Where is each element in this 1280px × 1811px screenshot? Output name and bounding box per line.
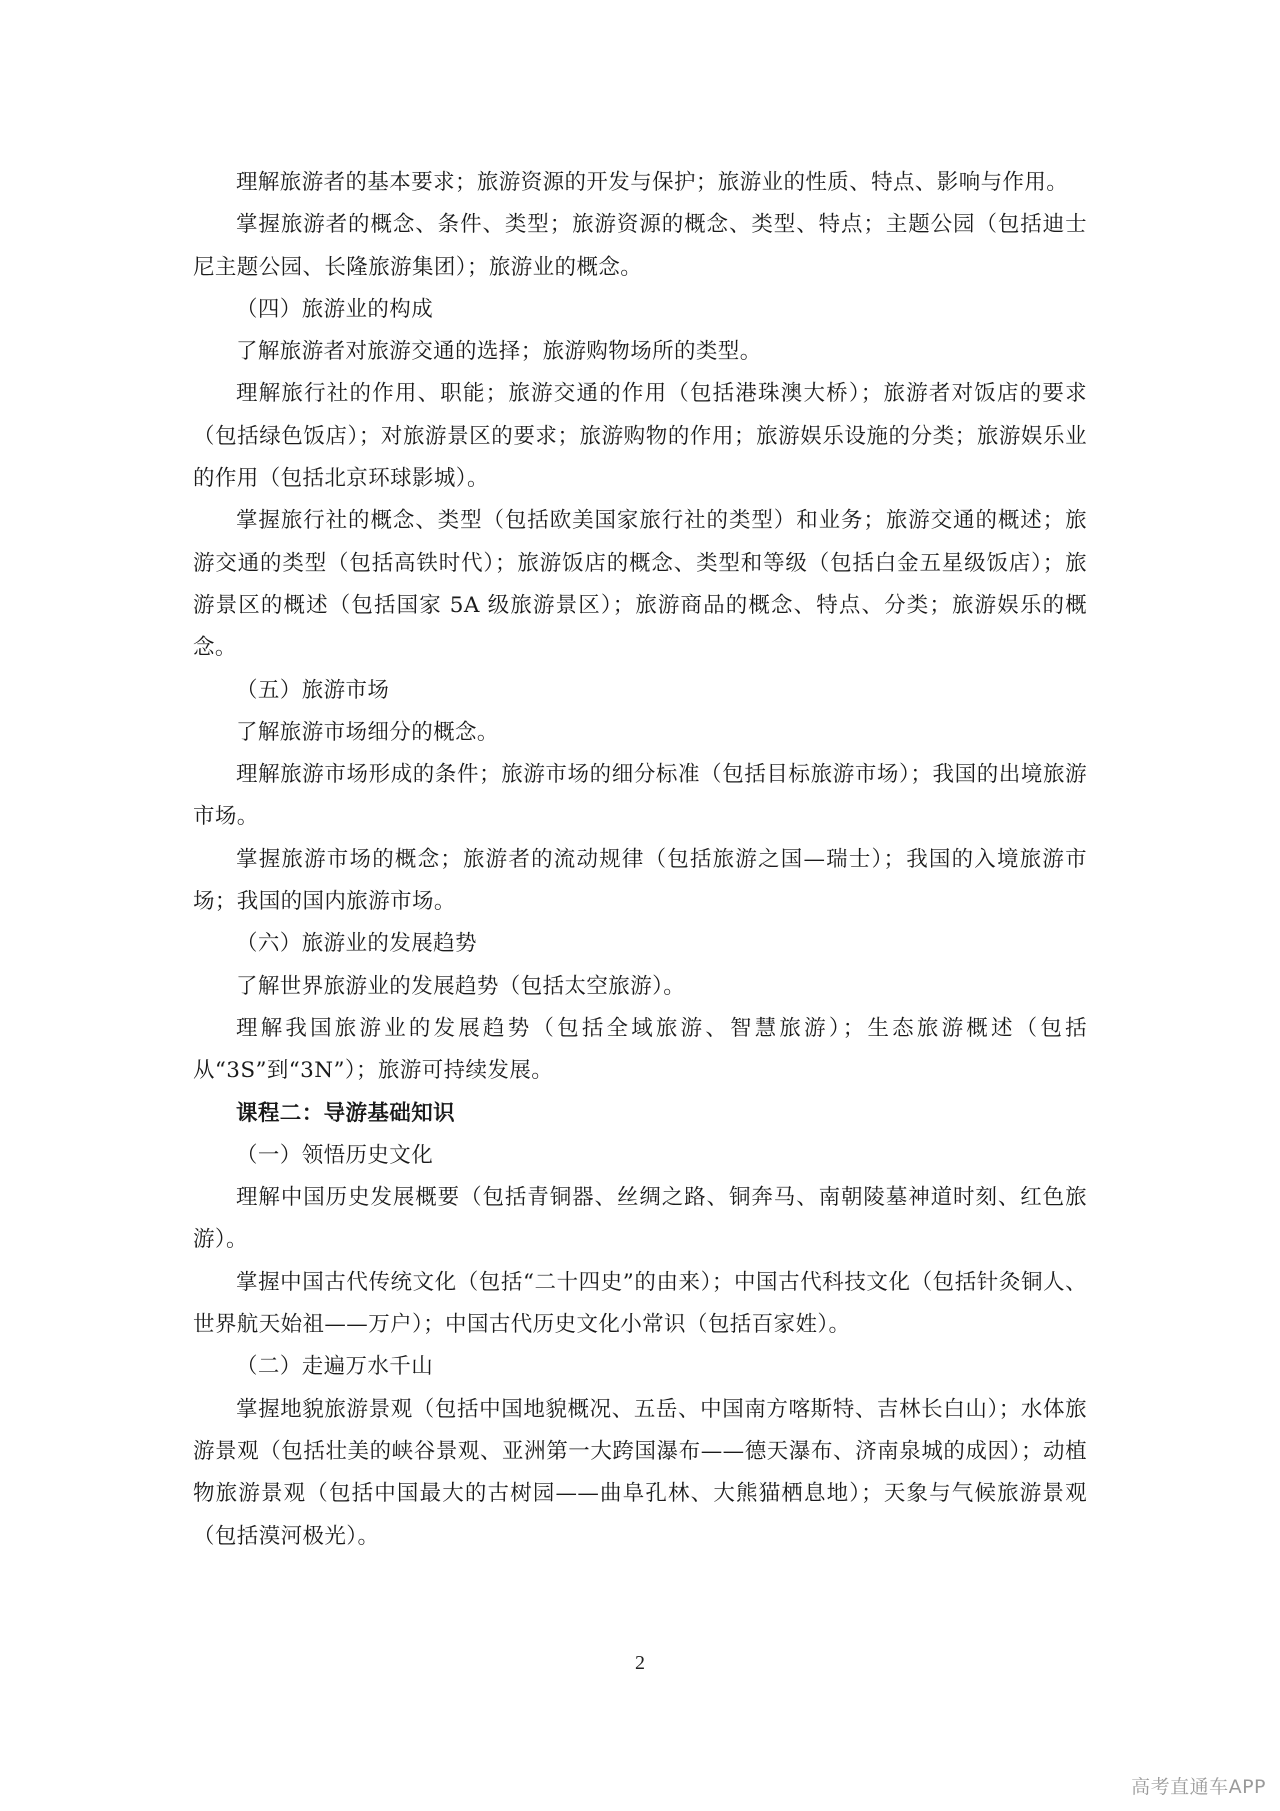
body-paragraph: 掌握旅游市场的概念；旅游者的流动规律（包括旅游之国—瑞士）；我国的入境旅游市场；我国的国内旅游市场。 <box>193 846 1087 915</box>
body-paragraph: 掌握旅游者的概念、条件、类型；旅游资源的概念、类型、特点；主题公园（包括迪士尼主题公园、长隆旅游集团）；旅游业的概念。 <box>193 212 1087 280</box>
section-heading: （四）旅游业的构成 <box>236 296 434 322</box>
body-paragraph: 了解旅游市场细分的概念。 <box>236 719 499 745</box>
body-paragraph: 理解旅游市场形成的条件；旅游市场的细分标准（包括目标旅游市场）；我国的出境旅游市场。 <box>193 762 1087 830</box>
section-heading: （二）走遍万水千山 <box>236 1354 434 1380</box>
course-heading: 课程二：导游基础知识 <box>236 1100 456 1126</box>
body-paragraph: 掌握旅行社的概念、类型（包括欧美国家旅行社的类型）和业务；旅游交通的概述；旅游交通的类型（包括高铁时代）；旅游饭店的概念、类型和等级（包括白金五星级饭店）；旅游景区的概述（包括国家 5A 级旅游景区）；旅游商品的概念、特点、分类；旅游娱乐的概念。 <box>193 508 1087 661</box>
section-heading: （五）旅游市场 <box>236 677 390 703</box>
section-heading: （一）领悟历史文化 <box>236 1142 434 1168</box>
document-body <box>193 162 1087 1558</box>
body-paragraph: 了解世界旅游业的发展趋势（包括太空旅游）。 <box>236 973 686 999</box>
body-paragraph: 理解旅游者的基本要求；旅游资源的开发与保护；旅游业的性质、特点、影响与作用。 <box>236 170 1069 195</box>
section-heading: （六）旅游业的发展趋势 <box>236 931 477 957</box>
body-paragraph: 掌握中国古代传统文化（包括“二十四史”的由来）；中国古代科技文化（包括针灸铜人、世界航天始祖——万户）；中国古代历史文化小常识（包括百家姓）。 <box>193 1269 1087 1338</box>
body-paragraph: 理解旅行社的作用、职能；旅游交通的作用（包括港珠澳大桥）；旅游者对饭店的要求（包括绿色饭店）；对旅游景区的要求；旅游购物的作用；旅游娱乐设施的分类；旅游娱乐业的作用（包括北京环球影城）。 <box>193 381 1087 492</box>
body-paragraph: 了解旅游者对旅游交通的选择；旅游购物场所的类型。 <box>236 339 762 365</box>
body-paragraph: 理解中国历史发展概要（包括青铜器、丝绸之路、铜奔马、南朝陵墓神道时刻、红色旅游）。 <box>193 1185 1087 1253</box>
body-paragraph: 掌握地貌旅游景观（包括中国地貌概况、五岳、中国南方喀斯特、吉林长白山）；水体旅游景观（包括壮美的峡谷景观、亚洲第一大跨国瀑布——德天瀑布、济南泉城的成因）；动植物旅游景观（包括中国最大的古树园——曲阜孔林、大熊猫栖息地）；天象与气候旅游景观（包括漠河极光）。 <box>193 1396 1087 1549</box>
page-number: 2 <box>635 1652 645 1674</box>
body-paragraph: 理解我国旅游业的发展趋势（包括全域旅游、智慧旅游）；生态旅游概述（包括从“3S”到“3N”）；旅游可持续发展。 <box>193 1015 1087 1084</box>
watermark: 高考直通车APP <box>1131 1776 1266 1798</box>
